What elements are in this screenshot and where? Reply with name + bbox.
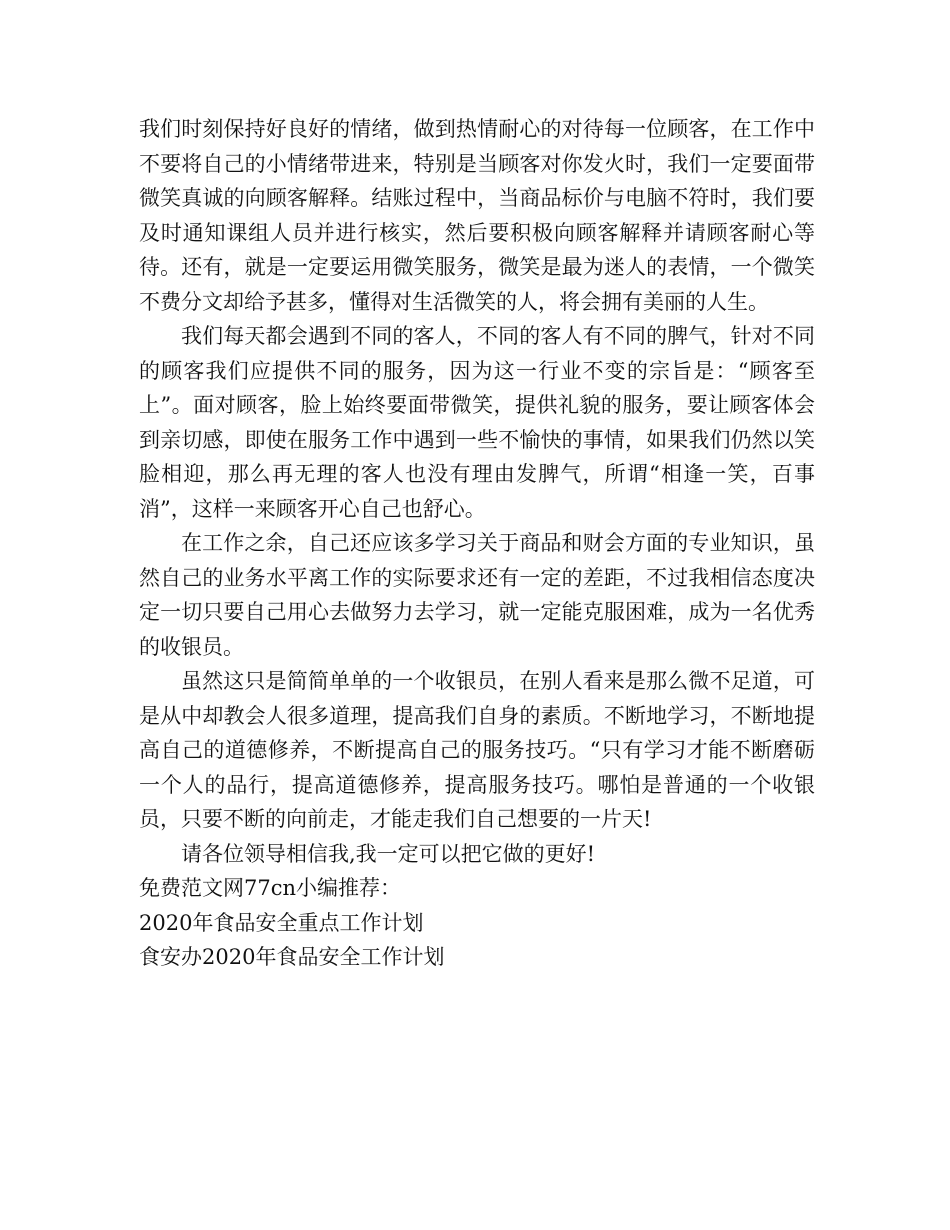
paragraph-1: 我们时刻保持好良好的情绪，做到热情耐心的对待每一位顾客，在工作中不要将自己的小情绪带进来，特别是当顾客对你发火时，我们一定要面带微笑真诚的向顾客解释。结账过程中，当商品标价与电脑不符时，我们要及时通知课组人员并进行核实，然后要积极向顾客解释并请顾客耐心等待。还有，就是一定要运用微笑服务，微笑是最为迷人的表情，一个微笑不费分文却给予甚多，懂得对生活微笑的人，将会拥有美丽的人生。 [139, 117, 815, 314]
document-body [139, 112, 815, 975]
paragraph-2: 我们每天都会遇到不同的客人，不同的客人有不同的脾气，针对不同的顾客我们应提供不同的服务，因为这一行业不变的宗旨是：“顾客至上”。面对顾客，脸上始终要面带微笑，提供礼貌的服务，要让顾客体会到亲切感，即使在服务工作中遇到一些不愉快的事情，如果我们仍然以笑脸相迎，那么再无理的客人也没有理由发脾气，所谓“相逢一笑，百事消”，这样一来顾客开心自己也舒心。 [139, 324, 815, 521]
paragraph-4: 虽然这只是简简单单的一个收银员，在别人看来是那么微不足道，可是从中却教会人很多道理，提高我们自身的素质。不断地学习，不断地提高自己的道德修养，不断提高自己的服务技巧。“只有学习才能不断磨砺一个人的品行，提高道德修养，提高服务技巧。哪怕是普通的一个收银员，只要不断的向前走，才能走我们自己想要的一片天! [139, 669, 815, 831]
recommendation-heading: 免费范文网77cn小编推荐： [139, 876, 402, 900]
recommendation-link-1[interactable]: 2020年食品安全重点工作计划 [139, 910, 424, 935]
paragraph-5: 请各位领导相信我,我一定可以把它做的更好! [181, 841, 596, 866]
paragraph-3: 在工作之余，自己还应该多学习关于商品和财会方面的专业知识，虽然自己的业务水平离工作的实际要求还有一定的差距，不过我相信态度决定一切只要自己用心去做努力去学习，就一定能克服困难，成为一名优秀的收银员。 [139, 531, 815, 659]
recommendation-link-2[interactable]: 食安办2020年食品安全工作计划 [139, 945, 445, 969]
